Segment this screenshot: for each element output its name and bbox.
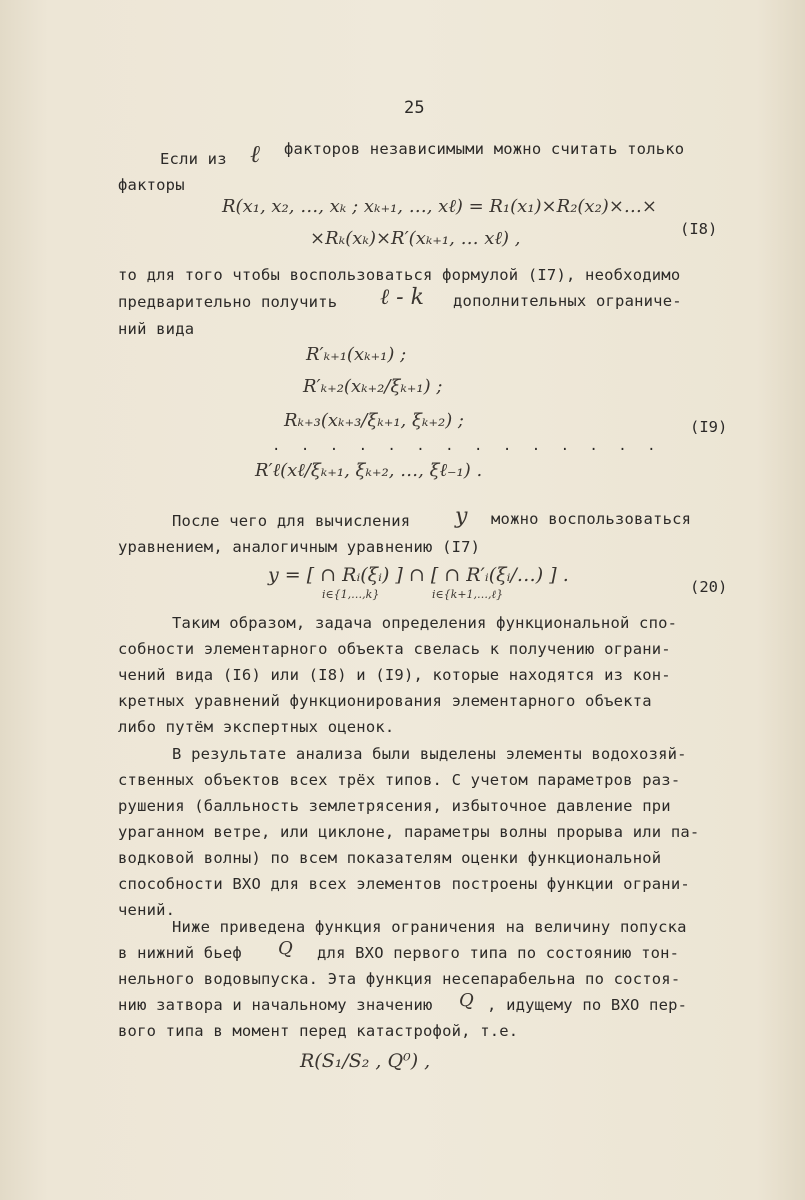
var-l-minus-k: ℓ - k [380,285,424,310]
var-q: Q [278,938,293,959]
para1-line2: факторы [118,176,185,194]
para4-line1: Таким образом, задача определения функциональной спо- [172,614,678,632]
para6-line5: вого типа в момент перед катастрофой, т.е. [118,1022,519,1040]
para2-line2-start: предварительно получить [118,293,338,311]
formula-18-line2: ×Rₖ(xₖ)×R′(xₖ₊₁, … xℓ) , [310,228,521,249]
para2-line2-end: дополнительных ограниче- [453,292,682,310]
para3-line1-start: После чего для вычисления [172,512,411,530]
para6-line2-end: для ВХО первого типа по состоянию тон- [317,944,680,962]
para4-line3: чений вида (I6) или (I8) и (I9), которые находятся из кон- [118,666,671,684]
formula-19-row5: R′ℓ(xℓ/ξₖ₊₁, ξₖ₊₂, …, ξℓ₋₁) . [255,460,483,481]
para4-line2: собности элементарного объекта свелась к получению ограни- [118,640,671,658]
page-number: 25 [404,98,425,118]
var-q-initial: Q [459,990,474,1011]
para6-line4-end: , идущему по ВХО пер- [487,996,688,1014]
formula-20-subscript-2: i∈{k+1,…,ℓ} [432,588,504,601]
para6-line2-start: в нижний бьеф [118,944,242,962]
formula-19-row3: Rₖ₊₃(xₖ₊₃/ξₖ₊₁, ξₖ₊₂) ; [284,410,464,431]
para5-line7: чений. [118,901,176,919]
para5-line5: водковой волны) по всем показателям оценки функциональной [118,849,662,867]
equation-number-19: (I9) [690,418,728,436]
equation-number-18: (I8) [680,220,718,238]
var-l: ℓ [250,140,260,168]
para6-line1: Ниже приведена функция ограничения на величину попуска [172,918,687,936]
para3-line1-end: можно воспользоваться [491,510,692,528]
para5-line3: рушения (балльность землетрясения, избыточное давление при [118,797,671,815]
para5-line4: ураганном ветре, или циклоне, параметры волны прорыва или па- [118,823,700,841]
var-y: y [455,504,468,529]
equation-number-20: (20) [690,578,728,596]
para1-line1-start: Если из [160,150,227,168]
para1-line1-end: факторов независимыми можно считать только [284,140,685,158]
para4-line4: кретных уравнений функционирования элементарного объекта [118,692,652,710]
para5-line2: ственных объектов всех трёх типов. С учетом параметров раз- [118,771,681,789]
formula-19-row1: R′ₖ₊₁(xₖ₊₁) ; [306,344,407,365]
para5-line6: способности ВХО для всех элементов построены функции ограни- [118,875,690,893]
formula-19-row2: R′ₖ₊₂(xₖ₊₂/ξₖ₊₁) ; [303,376,443,397]
formula-final: R(S₁/S₂ , Q⁰) , [300,1050,431,1072]
formula-18-line1: R(x₁, x₂, …, xₖ ; xₖ₊₁, …, xℓ) = R₁(x₁)×R₂(x₂)×…× [222,196,657,217]
para4-line5: либо путём экспертных оценок. [118,718,395,736]
formula-20-expression: y = [ ∩ Rᵢ(ξᵢ) ] ∩ [ ∩ R′ᵢ(ξᵢ/…) ] . [268,564,569,586]
formula-19-ellipsis-row: . . . . . . . . . . . . . . [272,438,662,454]
formula-20-subscript-1: i∈{1,…,k} [322,588,380,601]
para5-line1: В результате анализа были выделены элементы водохозяй- [172,745,687,763]
para2-line3: ний вида [118,320,195,338]
para2-line1: то для того чтобы воспользоваться формулой (I7), необходимо [118,266,681,284]
para6-line4-start: нию затвора и начальному значению [118,996,433,1014]
para6-line3: нельного водовыпуска. Эта функция несепарабельна по состоя- [118,970,681,988]
para3-line2: уравнением, аналогичным уравнению (I7) [118,538,481,556]
